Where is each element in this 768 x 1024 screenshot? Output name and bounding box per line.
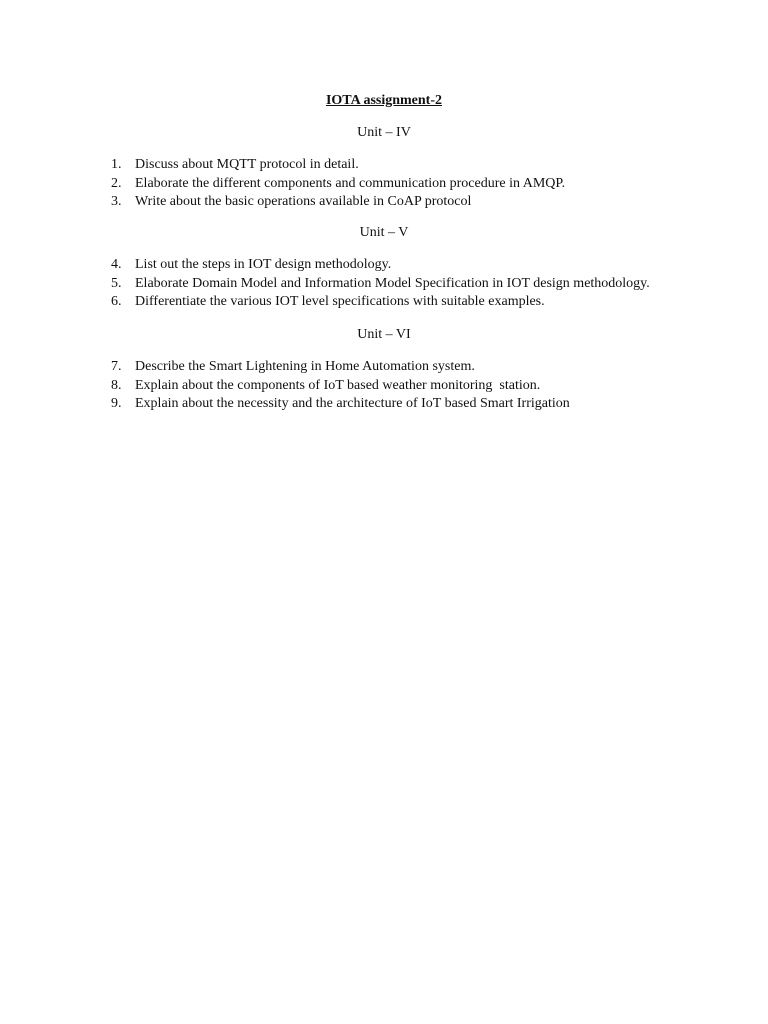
list-item: [111, 193, 711, 212]
unit-heading-vi: Unit – VI: [357, 327, 411, 342]
question-text: Discuss about MQTT protocol in detail.: [135, 157, 359, 172]
question-list-unit-iv: [111, 156, 711, 212]
question-text: Write about the basic operations available in CoAP protocol: [135, 194, 472, 210]
list-item: [111, 156, 711, 175]
question-list-unit-v: [111, 256, 711, 312]
question-number: 7.: [111, 359, 122, 374]
question-number: 8.: [111, 377, 122, 393]
question-text: List out the steps in IOT design methodology.: [135, 257, 392, 272]
question-number: 5.: [111, 275, 122, 291]
list-item: [111, 293, 711, 312]
question-number: 3.: [111, 194, 122, 210]
question-text: Elaborate the different components and communication procedure in AMQP.: [135, 175, 566, 191]
question-number: 2.: [111, 175, 122, 191]
unit-heading-iv: Unit – IV: [357, 125, 411, 140]
question-number: 1.: [111, 157, 122, 172]
question-text: Describe the Smart Lightening in Home Automation system.: [135, 359, 475, 374]
question-number: 6.: [111, 294, 122, 310]
document-title: IOTA assignment-2: [325, 93, 443, 108]
list-item: [111, 358, 711, 377]
question-list-unit-vi: [111, 358, 711, 414]
list-item: [111, 256, 711, 275]
question-text: Explain about the components of IoT based weather monitoring station.: [135, 377, 541, 393]
question-text: Differentiate the various IOT level specifications with suitable examples.: [135, 294, 545, 310]
question-number: 9.: [111, 396, 122, 412]
question-text: Explain about the necessity and the architecture of IoT based Smart Irrigation: [135, 396, 570, 412]
question-number: 4.: [111, 257, 122, 272]
list-item: [111, 395, 711, 414]
list-item: [111, 377, 711, 396]
list-item: [111, 275, 711, 294]
unit-heading-v: Unit – V: [359, 225, 409, 240]
list-item: [111, 175, 711, 194]
question-text: Elaborate Domain Model and Information Model Specification in IOT design methodology.: [135, 275, 650, 291]
